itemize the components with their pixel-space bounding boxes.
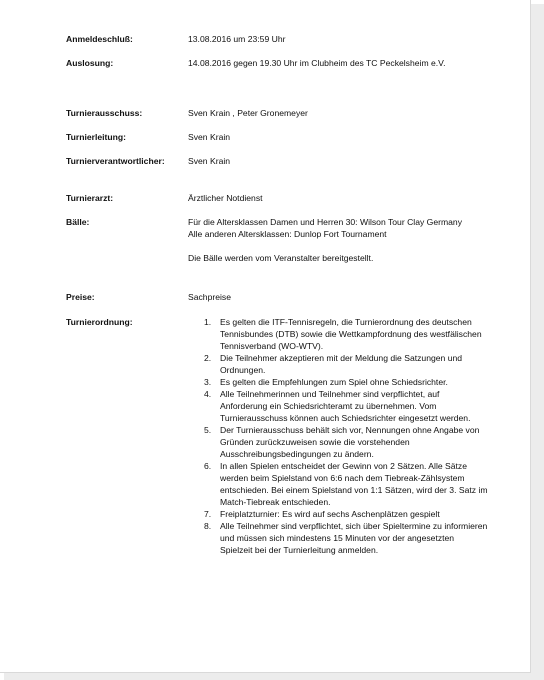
list-text: Es gelten die Empfehlungen zum Spiel ohne Schiedsrichter. [220,377,448,387]
field-label: Preise: [66,292,95,302]
list-number: 3. [204,377,212,387]
field-label: Anmeldeschluß: [66,34,133,44]
list-item [188,316,488,352]
list-number: 7. [204,509,212,519]
list-text: Freiplatzturnier: Es wird auf sechs Aschenplätzen gespielt [220,509,440,519]
field-label: Turnierleitung: [66,132,126,142]
list-number: 1. [204,317,212,327]
list-number: 5. [204,425,212,435]
field-label: Turnierverantwortlicher: [66,156,165,166]
list-item [188,460,488,508]
list-item [188,520,488,556]
list-number: 8. [204,521,212,531]
baelle-line: Alle anderen Altersklassen: Dunlop Fort Tournament [188,229,387,239]
field-value: Sven Krain [188,132,231,142]
field-label: Turnierarzt: [66,193,114,203]
list-number: 6. [204,461,212,471]
list-item [188,424,488,460]
field-value [188,216,470,264]
list-number: 4. [204,389,212,399]
list-item [188,508,488,520]
list-item [188,388,488,424]
page-shadow-right [531,4,544,680]
field-label: Bälle: [66,217,90,227]
field-value: 13.08.2016 um 23:59 Uhr [188,34,286,44]
field-value: 14.08.2016 gegen 19.30 Uhr im Clubheim des TC Peckelsheim e.V. [188,58,446,68]
rules-list [188,316,498,556]
list-text: Die Teilnehmer akzeptieren mit der Meldung die Satzungen und Ordnungen. [220,353,463,375]
field-value: Sven Krain [188,156,231,166]
list-text: Alle Teilnehmerinnen und Teilnehmer sind verpflichtet, auf Anforderung ein Schiedsrichteramt zu übernehmen. Vom Turnierausschuss können auch Schiedsrichter eingesetzt werden. [220,389,471,423]
field-value: Ärztlicher Notdienst [188,193,263,203]
list-text: Es gelten die ITF-Tennisregeln, die Turnierordnung des deutschen Tennisbundes (DTB) sowie die Wettkampfordnung des westfälischen Tennisverband (WO-WTV). [220,317,482,351]
list-item [188,352,488,376]
baelle-line: Für die Altersklassen Damen und Herren 30: Wilson Tour Clay Germany [188,217,463,227]
field-value: Sven Krain , Peter Gronemeyer [188,108,308,118]
field-label: Auslosung: [66,58,114,68]
page-shadow-bottom [4,673,544,680]
field-label: Turnierordnung: [66,317,133,327]
field-label: Turnierausschuss: [66,108,143,118]
list-text: Der Turnierausschuss behält sich vor, Nennungen ohne Angabe von Gründen zurückzuweisen sowie die vorstehenden Ausschreibungsbedingungen zu ändern. [220,425,480,459]
list-item [188,376,488,388]
field-value [188,316,498,556]
field-value: Sachpreise [188,292,231,302]
list-text: Alle Teilnehmer sind verpflichtet, sich über Spieltermine zu informieren und müssen sich mindestens 15 Minuten vor der angesetzten Spielzeit bei der Turnierleitung anmelden. [220,521,488,555]
baelle-line: Die Bälle werden vom Veranstalter bereitgestellt. [188,253,374,263]
list-text: In allen Spielen entscheidet der Gewinn von 2 Sätzen. Alle Sätze werden beim Spielstand von 6:6 nach dem Tiebreak-Zählsystem entschieden. Bei einem Spielstand von 1:1 Sätzen, wird der 3. Satz im Match-Tiebreak entschieden. [220,461,488,507]
list-number: 2. [204,353,212,363]
